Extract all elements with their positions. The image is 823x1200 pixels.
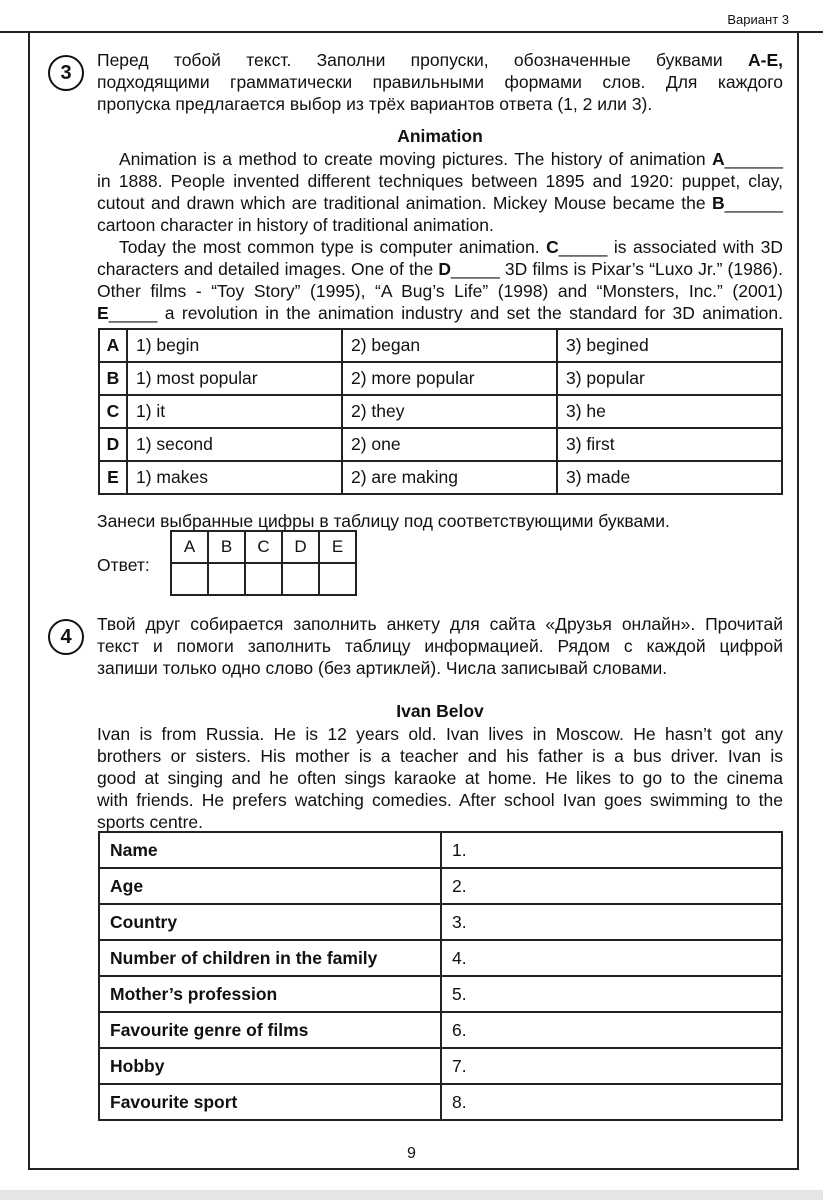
text-line: good at singing and he often sings karaoke at home. He likes to go to the cinema <box>97 768 783 788</box>
options-row <box>99 395 782 428</box>
option-letter: B <box>99 362 127 395</box>
text-line: sports centre. <box>97 812 204 832</box>
option-3: 3) popular <box>557 362 782 395</box>
info-answer[interactable]: 5. <box>441 976 782 1012</box>
option-1: 1) second <box>127 428 342 461</box>
option-2: 2) are making <box>342 461 557 494</box>
text-line: with friends. He prefers watching comedies. After school Ivan goes swimming to the <box>97 790 783 810</box>
instruction-line: подходящими грамматически правильными формами слов. Для каждого <box>97 72 783 92</box>
option-letter: D <box>99 428 127 461</box>
info-row <box>99 904 782 940</box>
answer-cell-d[interactable] <box>282 563 319 595</box>
variant-label: Вариант 3 <box>727 12 789 27</box>
text-line: in 1888. People invented different techniques between 1895 and 1920: puppet, clay, <box>97 171 783 191</box>
page-number: 9 <box>407 1145 416 1162</box>
info-key: Favourite sport <box>99 1084 441 1120</box>
info-answer[interactable]: 6. <box>441 1012 782 1048</box>
info-key: Age <box>99 868 441 904</box>
text-line: brothers or sisters. His mother is a teacher and his father is a bus driver. Ivan is <box>97 746 783 766</box>
option-1: 1) begin <box>127 329 342 362</box>
text-line: characters and detailed images. One of the D_____ 3D films is Pixar’s “Luxo Jr.” (1986). <box>97 259 783 279</box>
info-key: Mother’s profession <box>99 976 441 1012</box>
task-number-4: 4 <box>48 619 84 655</box>
answer-table <box>170 530 357 596</box>
answer-label: Ответ: <box>97 555 150 575</box>
info-row <box>99 868 782 904</box>
text-line: Ivan is from Russia. He is 12 years old. Ivan lives in Moscow. He hasn’t got any <box>97 724 783 744</box>
info-key: Name <box>99 832 441 868</box>
answer-letters-row <box>171 531 356 563</box>
task-number-3: 3 <box>48 55 84 91</box>
info-answer[interactable]: 2. <box>441 868 782 904</box>
instruction-line: запиши только одно слово (без артиклей). Числа записывай словами. <box>97 658 668 678</box>
options-row <box>99 362 782 395</box>
answer-letter: C <box>245 531 282 563</box>
text-line: Today the most common type is computer animation. C_____ is associated with 3D <box>119 237 784 257</box>
text-line: cutout and drawn which are traditional animation. Mickey Mouse became the B______ <box>97 193 783 213</box>
info-row <box>99 1084 782 1120</box>
ivan-title: Ivan Belov <box>396 701 484 721</box>
answer-instruction: Занеси выбранные цифры в таблицу под соответствующими буквами. <box>97 511 670 531</box>
info-key: Favourite genre of films <box>99 1012 441 1048</box>
option-3: 3) made <box>557 461 782 494</box>
text-line: cartoon character in history of traditional animation. <box>97 215 494 235</box>
option-2: 2) one <box>342 428 557 461</box>
task4-instruction <box>97 613 783 679</box>
option-1: 1) most popular <box>127 362 342 395</box>
info-answer[interactable]: 7. <box>441 1048 782 1084</box>
instruction-line: Твой друг собирается заполнить анкету для сайта «Друзья онлайн». Прочитай <box>97 614 783 634</box>
options-row <box>99 428 782 461</box>
info-key: Hobby <box>99 1048 441 1084</box>
animation-title: Animation <box>397 126 483 146</box>
answer-letter: B <box>208 531 245 563</box>
info-row <box>99 976 782 1012</box>
option-letter: C <box>99 395 127 428</box>
ivan-text <box>97 723 783 833</box>
options-row <box>99 329 782 362</box>
info-answer[interactable]: 4. <box>441 940 782 976</box>
text-line: Animation is a method to create moving pictures. The history of animation A______ <box>119 149 783 169</box>
info-row <box>99 832 782 868</box>
animation-text <box>97 148 783 324</box>
bottom-band <box>0 1190 823 1200</box>
info-answer[interactable]: 8. <box>441 1084 782 1120</box>
info-key: Country <box>99 904 441 940</box>
answer-cells-row <box>171 563 356 595</box>
info-key: Number of children in the family <box>99 940 441 976</box>
answer-letter: D <box>282 531 319 563</box>
option-3: 3) he <box>557 395 782 428</box>
options-table <box>98 328 783 495</box>
answer-cell-e[interactable] <box>319 563 356 595</box>
option-2: 2) they <box>342 395 557 428</box>
info-answer[interactable]: 3. <box>441 904 782 940</box>
answer-letter: E <box>319 531 356 563</box>
info-row <box>99 1048 782 1084</box>
option-2: 2) began <box>342 329 557 362</box>
option-1: 1) it <box>127 395 342 428</box>
info-table <box>98 831 783 1121</box>
info-row <box>99 1012 782 1048</box>
info-row <box>99 940 782 976</box>
options-row <box>99 461 782 494</box>
option-3: 3) begined <box>557 329 782 362</box>
answer-cell-c[interactable] <box>245 563 282 595</box>
instruction-line: текст и помоги заполнить таблицу информацией. Рядом с каждой цифрой <box>97 636 783 656</box>
text-line: Other films - “Toy Story” (1995), “A Bug’s Life” (1998) and “Monsters, Inc.” (2001) <box>97 281 783 301</box>
option-letter: A <box>99 329 127 362</box>
instruction-line: Перед тобой текст. Заполни пропуски, обозначенные буквами А-Е, <box>97 50 783 70</box>
option-1: 1) makes <box>127 461 342 494</box>
answer-cell-a[interactable] <box>171 563 208 595</box>
option-3: 3) first <box>557 428 782 461</box>
answer-letter: A <box>171 531 208 563</box>
text-line: E_____ a revolution in the animation industry and set the standard for 3D animation. <box>97 303 783 323</box>
answer-cell-b[interactable] <box>208 563 245 595</box>
instruction-line: пропуска предлагается выбор из трёх вариантов ответа (1, 2 или 3). <box>97 94 653 114</box>
info-answer[interactable]: 1. <box>441 832 782 868</box>
task3-instruction <box>97 49 783 115</box>
option-letter: E <box>99 461 127 494</box>
option-2: 2) more popular <box>342 362 557 395</box>
